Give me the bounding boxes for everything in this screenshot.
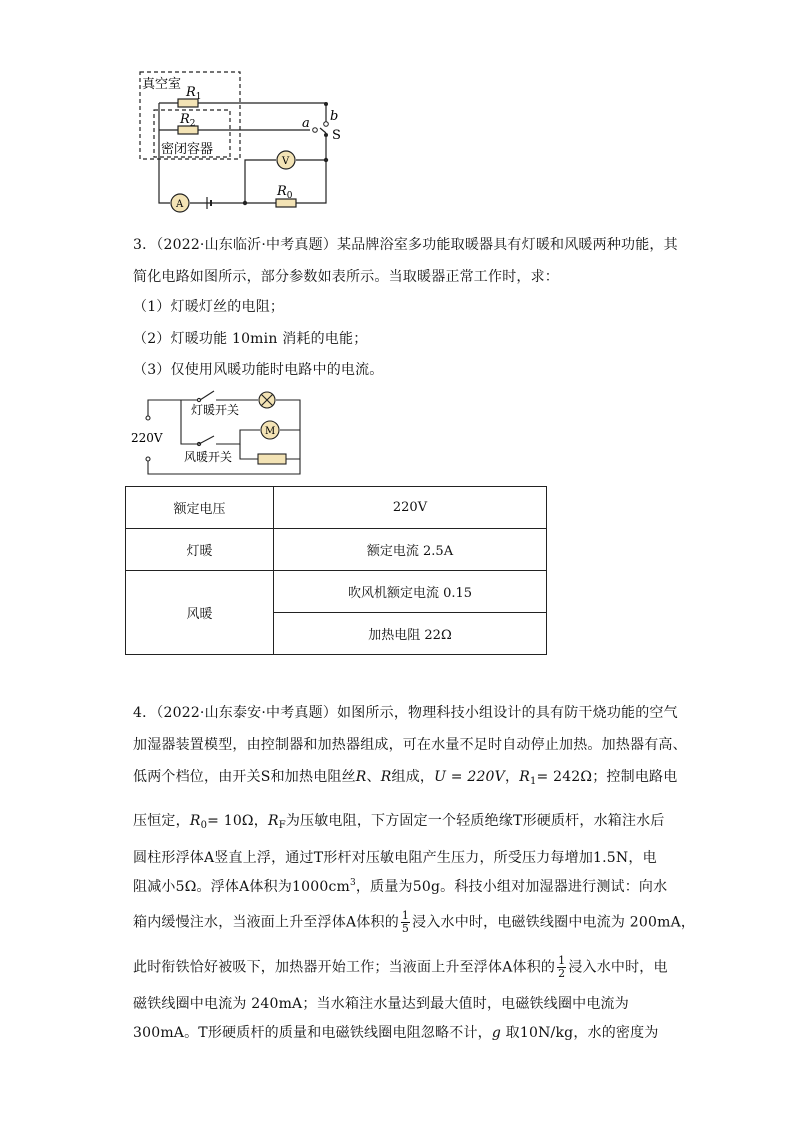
q3-item-2: （2）灯暖功能 10min 消耗的电能； (133, 331, 368, 347)
r0-label: R (277, 184, 287, 199)
r1-label: R (186, 85, 196, 100)
text-span: = 242Ω (536, 769, 593, 785)
text-span: 取 (501, 1025, 520, 1041)
table-cell: 额定电流 2.5A (274, 529, 547, 571)
q4-line-1: 4．（2022·山东泰安·中考真题）如图所示，物理科技小组设计的具有防干烧功能的空气 (133, 705, 678, 721)
fraction (401, 910, 410, 935)
q4-line-10 (133, 1022, 659, 1042)
q4-line-2: 加湿器装置模型，由控制器和加热器组成，可在水量不足时自动停止加热。加热器有高、 (133, 737, 687, 753)
text-span: ，水的密度为 (573, 1025, 659, 1041)
fraction-num: 1 (558, 954, 566, 967)
table-row (126, 487, 547, 529)
text-span: ， (253, 813, 268, 829)
ammeter-label: A (176, 199, 184, 210)
text-span: 圆柱形浮体A竖直上浮，通过T形杆对压敏电阻产生压力，所受压力每增加 (133, 850, 594, 866)
text-span: 低两个档位，由开关S和加热电阻丝 (133, 769, 356, 785)
text-span: 300mA。T形硬质杆的质量和电磁铁线圈电阻忽略不计， (133, 1025, 492, 1041)
table-row (126, 571, 547, 613)
wind-switch-label: 风暖开关 (184, 450, 233, 464)
svg-text:R1 (185, 85, 202, 102)
r2-sub: 2 (189, 119, 196, 129)
text-span: 为压敏电阻，下方固定一个轻质绝缘T形硬质杆，水箱注水后 (285, 813, 665, 829)
text-span: = 10Ω (207, 813, 254, 829)
var-r: R (380, 769, 392, 785)
q4-line-4 (133, 810, 665, 831)
table-cell: 灯暖 (126, 529, 274, 571)
text-span: 1.5N (593, 850, 629, 866)
q4-line-5 (133, 847, 657, 867)
text-span: 阻减小5Ω。浮体A体积为1000cm (133, 879, 350, 895)
superscript: 3 (349, 878, 356, 888)
q3-line-2: 简化电路如图所示，部分参数如表所示。当取暖器正常工作时，求： (133, 269, 559, 285)
var-r: R (267, 813, 279, 829)
subscript: 0 (200, 820, 208, 831)
circuit-diagram-1 (130, 65, 360, 215)
text-span: 。科技小组对加湿器进行测试：向水 (440, 879, 668, 895)
fraction (557, 955, 566, 980)
q3-line-1: 3．（2022·山东临沂·中考真题）某品牌浴室多功能取暖器具有灯暖和风暖两种功能，其 (133, 237, 678, 253)
r0-sub: 0 (286, 191, 293, 201)
text-span: 箱内缓慢注水，当液面上升至浮体A体积的 (133, 914, 399, 931)
switch-s-label: S (332, 128, 341, 143)
q3-item-3: （3）仅使用风暖功能时电路中的电流。 (133, 362, 384, 378)
motor-label: M (265, 426, 276, 437)
text-span: ；控制电路电 (592, 769, 678, 785)
fraction-den: 5 (401, 922, 410, 935)
text-span: ，电 (628, 850, 657, 866)
heating-resistor (258, 454, 286, 464)
lamp-switch-label: 灯暖开关 (191, 403, 240, 417)
var-r: R (189, 813, 201, 829)
table-cell: 220V (274, 487, 547, 529)
text-span: ，质量为 (355, 879, 413, 895)
r2-label: R (180, 112, 190, 127)
r1-sub: 1 (195, 92, 202, 102)
switch-a-label: a (302, 116, 310, 131)
text-span: 此时衔铁恰好被吸下，加热器开始工作；当液面上升至浮体A体积的 (133, 959, 556, 976)
table-cell: 额定电压 (126, 487, 274, 529)
subscript: 1 (529, 776, 537, 787)
fraction-den: 2 (558, 967, 566, 980)
text-span: 压恒定， (133, 813, 190, 829)
text-span: 浸入水中时，电磁铁线圈中电流为 200mA， (412, 914, 696, 931)
text-span: 组成， (391, 769, 435, 785)
q4-line-8 (133, 955, 668, 980)
voltage-label: 220V (131, 431, 163, 445)
q4-line-9: 磁铁线圈中电流为 240mA；当水箱注水量达到最大值时，电磁铁线圈中电流为 (133, 996, 629, 1012)
q4-line-3 (133, 766, 677, 787)
subscript: F (278, 820, 286, 831)
table-cell: 吹风机额定电流 0.15 (274, 571, 547, 613)
svg-text:R2 (179, 112, 196, 129)
svg-text:R0 (276, 184, 293, 201)
var-r: R (519, 769, 530, 785)
text-span: 浸入水中时，电 (568, 959, 668, 976)
table-row (126, 529, 547, 571)
var-g: g (491, 1025, 502, 1041)
switch-b-label: b (330, 109, 339, 124)
lamp-icon (259, 392, 275, 408)
var-r: R (355, 769, 367, 785)
table-cell: 风暖 (126, 571, 274, 655)
q3-item-1: （1）灯暖灯丝的电阻； (133, 299, 285, 315)
fraction-num: 1 (401, 909, 410, 922)
q4-line-7 (133, 910, 695, 935)
text-span: 、 (366, 769, 381, 785)
q4-line-6 (133, 876, 667, 896)
text-span: ， (504, 769, 520, 785)
vacuum-label: 真空室 (142, 77, 182, 92)
text-span: 10N/kg (519, 1025, 574, 1041)
parameter-table (125, 486, 547, 655)
voltmeter-label: V (282, 156, 290, 167)
container-label: 密闭容器 (161, 142, 214, 157)
text-span: 50g (412, 879, 441, 895)
circuit-diagram-2 (125, 385, 310, 480)
formula-u: U = 220V (434, 769, 505, 785)
table-cell: 加热电阻 22Ω (274, 613, 547, 655)
